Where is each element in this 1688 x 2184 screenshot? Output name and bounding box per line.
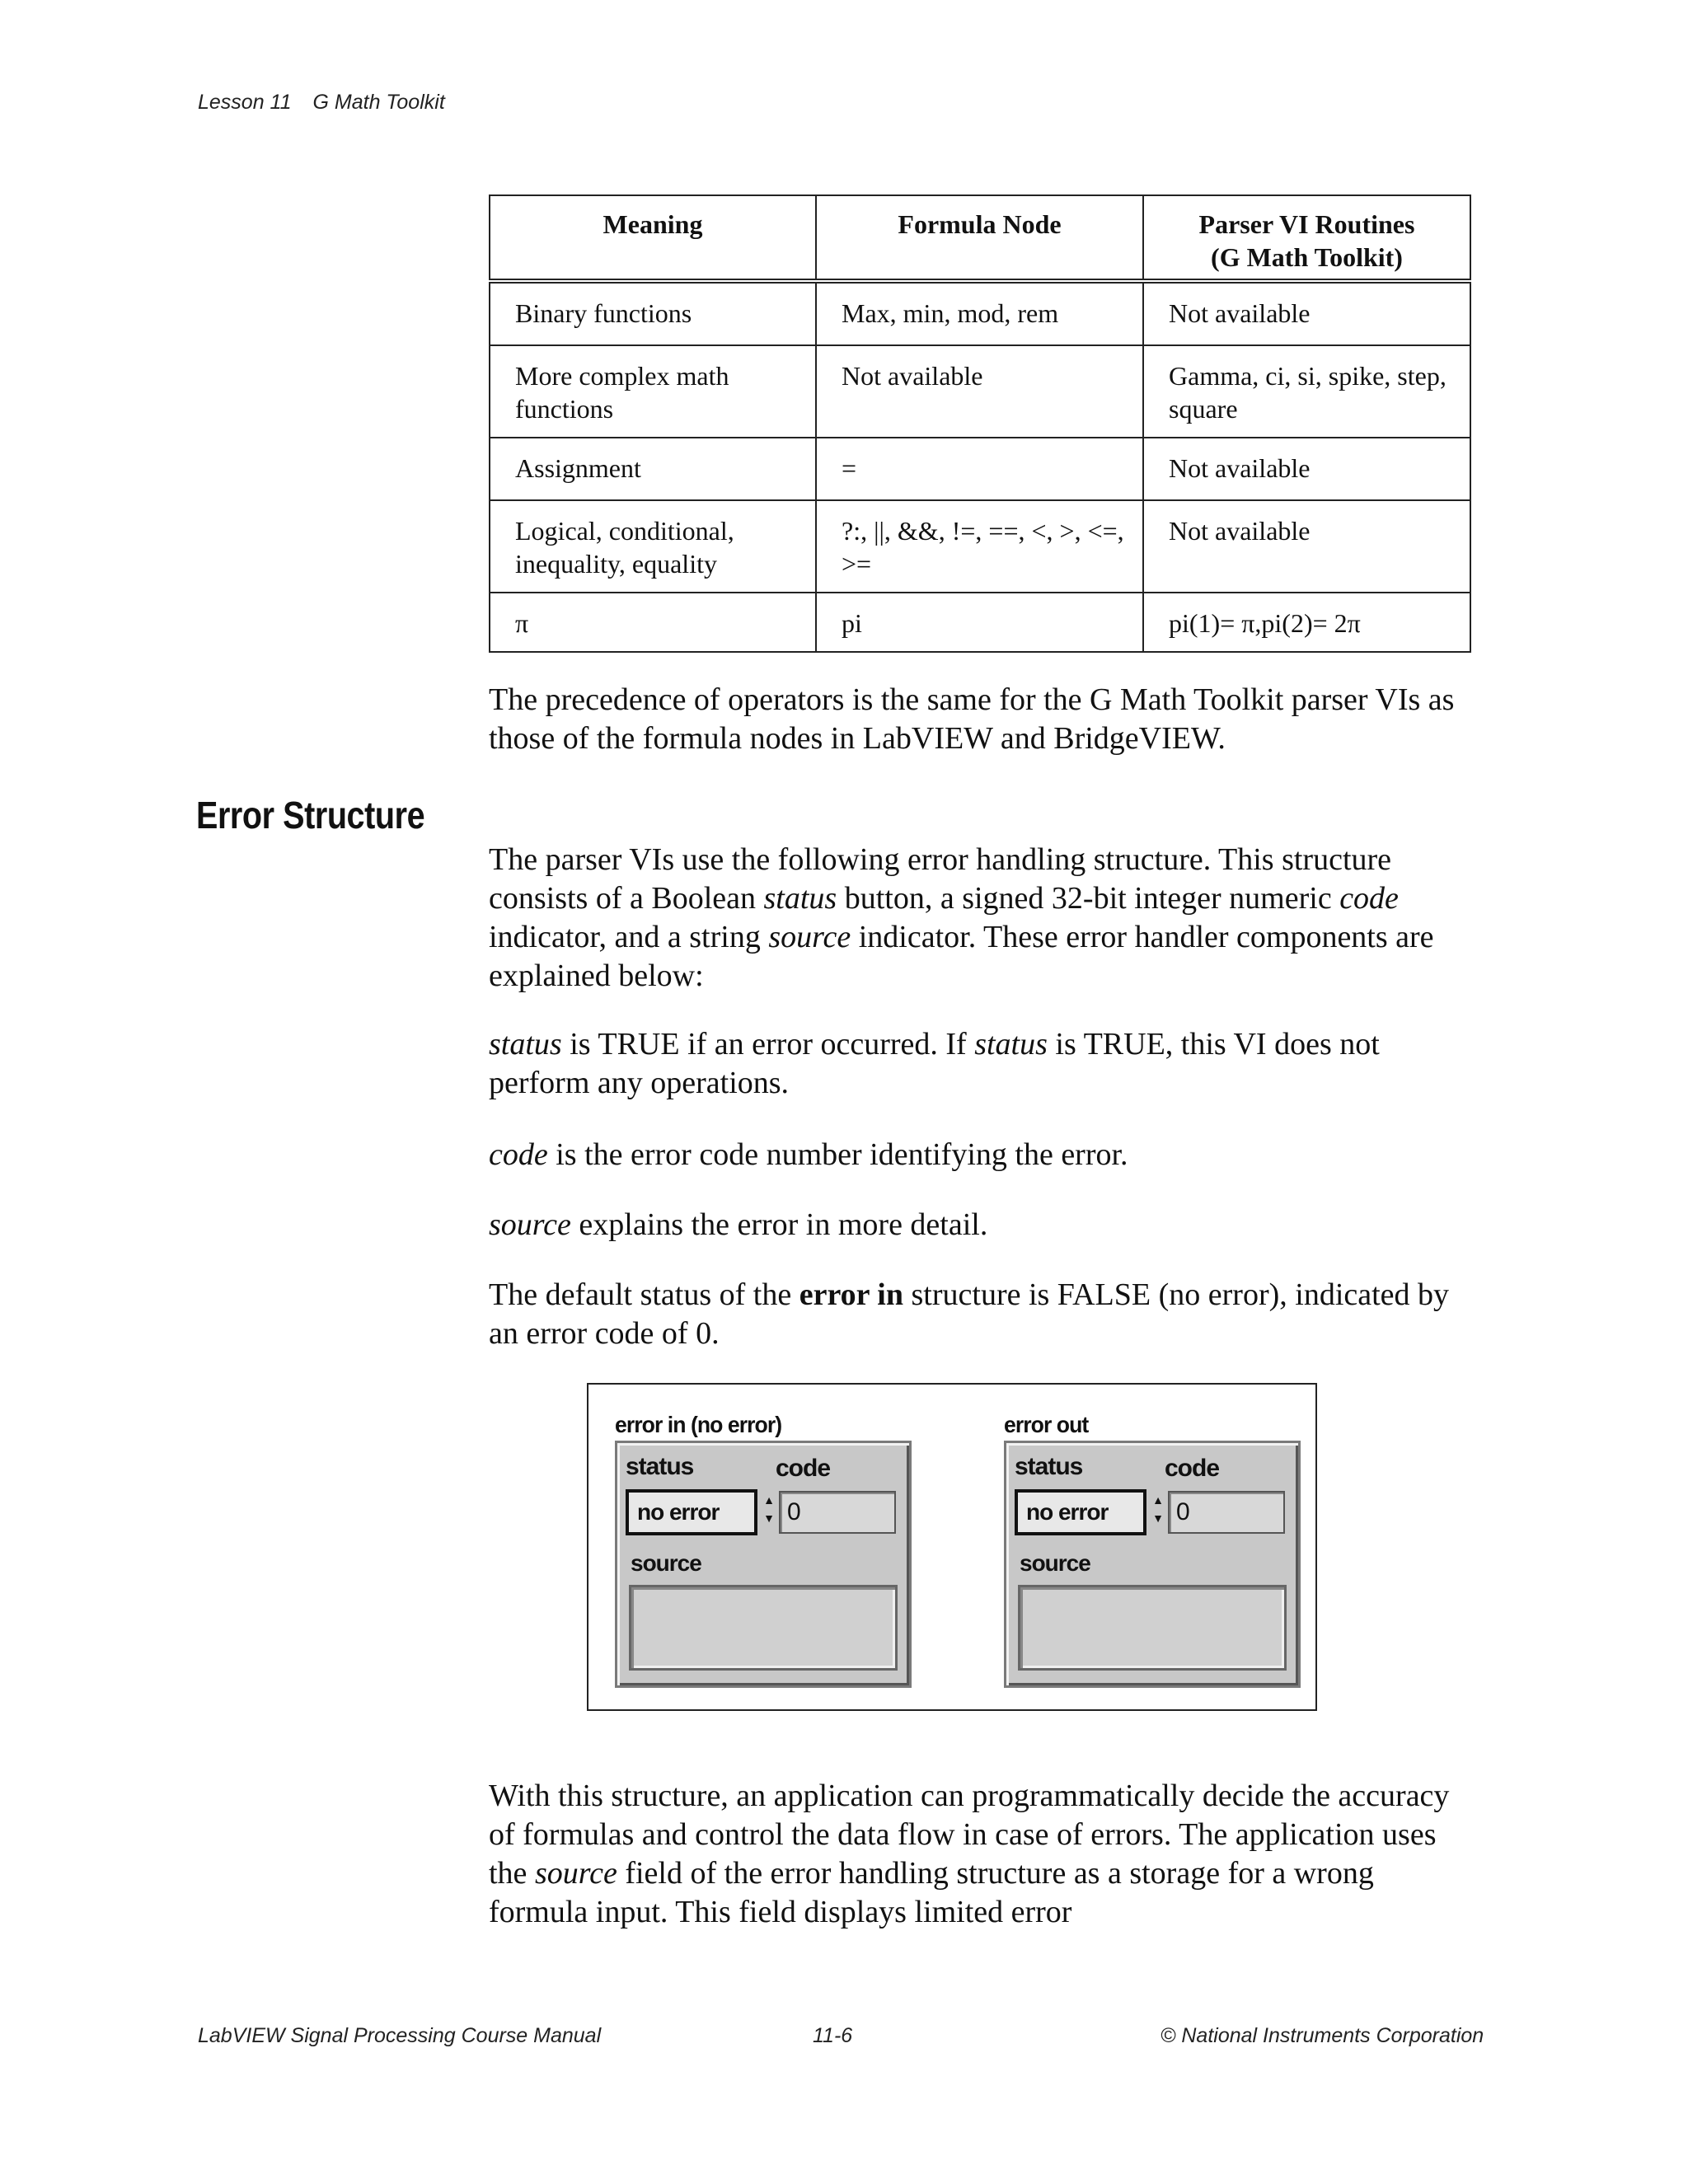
table-row (490, 500, 1470, 593)
error-in-frame (615, 1441, 912, 1688)
running-head (198, 91, 445, 115)
cell-formula: ?:, ||, &&, !=, ==, <, >, <=, >= (816, 500, 1143, 593)
cell-formula: pi (816, 593, 1143, 652)
paragraph-application: With this structure, an application can programmatically decide the accuracy of formulas and control the data flow in case of errors. The application uses the source field of the error handling structure as a storage for a wrong formula input. This field displays limited error (489, 1779, 1450, 1929)
source-field (1018, 1585, 1287, 1671)
header-formula-node: Formula Node (816, 195, 1143, 281)
footer-right: © National Instruments Corporation (1160, 2024, 1484, 2047)
header-meaning: Meaning (490, 195, 816, 281)
footer-left: LabVIEW Signal Processing Course Manual (198, 2024, 602, 2047)
error-out-cluster (1004, 1409, 1301, 1688)
cell-parser: Not available (1143, 281, 1470, 345)
page-number: 11-6 (813, 2024, 853, 2047)
cell-parser: pi(1)= π,pi(2)= 2π (1143, 593, 1470, 652)
cell-meaning: Logical, conditional, inequality, equality (490, 500, 816, 593)
table-header-row (490, 195, 1470, 281)
error-cluster-figure (587, 1383, 1317, 1711)
paragraph-error-structure: The parser VIs use the following error handling structure. This structure consists of a Boolean status button, a signed 32-bit integer numeric code indicator, and a string source indicator. These error handler components are explained below: (489, 842, 1434, 993)
cell-parser: Gamma, ci, si, spike, step, square (1143, 345, 1470, 438)
paragraph-status: status is TRUE if an error occurred. If status is TRUE, this VI does not perform any operations. (489, 1027, 1380, 1100)
status-button[interactable]: no error (626, 1489, 757, 1535)
cell-formula: Max, min, mod, rem (816, 281, 1143, 345)
status-label: status (1015, 1453, 1083, 1480)
paragraph-code: code is the error code number identifying the error. (489, 1137, 1128, 1172)
cell-meaning: Binary functions (490, 281, 816, 345)
error-in-title: error in (no error) (615, 1412, 782, 1437)
cell-formula: = (816, 438, 1143, 500)
table-row (490, 438, 1470, 500)
error-out-frame (1004, 1441, 1301, 1688)
status-label: status (626, 1453, 694, 1480)
status-indicator: no error (1015, 1489, 1146, 1535)
source-field[interactable] (629, 1585, 898, 1671)
header-parser-vi: Parser VI Routines (G Math Toolkit) (1143, 195, 1470, 281)
cell-formula: Not available (816, 345, 1143, 438)
table-row (490, 281, 1470, 345)
cell-meaning: π (490, 593, 816, 652)
lesson-number: Lesson 11 (198, 91, 292, 114)
increment-decrement-icon[interactable]: ▲ ▼ (763, 1493, 775, 1525)
source-label: source (631, 1550, 701, 1576)
paragraph-source: source explains the error in more detail. (489, 1207, 988, 1242)
code-label: code (1165, 1455, 1220, 1482)
paragraph-default-status: The default status of the error in structure is FALSE (no error), indicated by an error code of 0. (489, 1277, 1450, 1351)
code-field: 0 (1168, 1491, 1285, 1534)
source-label: source (1020, 1550, 1090, 1576)
precedence-paragraph: The precedence of operators is the same for the G Math Toolkit parser VIs as those of the formula nodes in LabVIEW and BridgeVIEW. (489, 682, 1455, 756)
increment-decrement-icon: ▲ ▼ (1152, 1493, 1164, 1525)
cell-meaning: Assignment (490, 438, 816, 500)
section-heading: Error Structure (196, 794, 425, 837)
code-field[interactable]: 0 (779, 1491, 896, 1534)
table-row (490, 593, 1470, 652)
cell-parser: Not available (1143, 500, 1470, 593)
table-row (490, 345, 1470, 438)
error-in-cluster (615, 1409, 912, 1688)
cell-meaning: More complex math functions (490, 345, 816, 438)
cell-parser: Not available (1143, 438, 1470, 500)
error-out-title: error out (1004, 1412, 1089, 1437)
lesson-title: G Math Toolkit (312, 91, 445, 114)
operators-table (489, 194, 1471, 653)
code-label: code (776, 1455, 831, 1482)
